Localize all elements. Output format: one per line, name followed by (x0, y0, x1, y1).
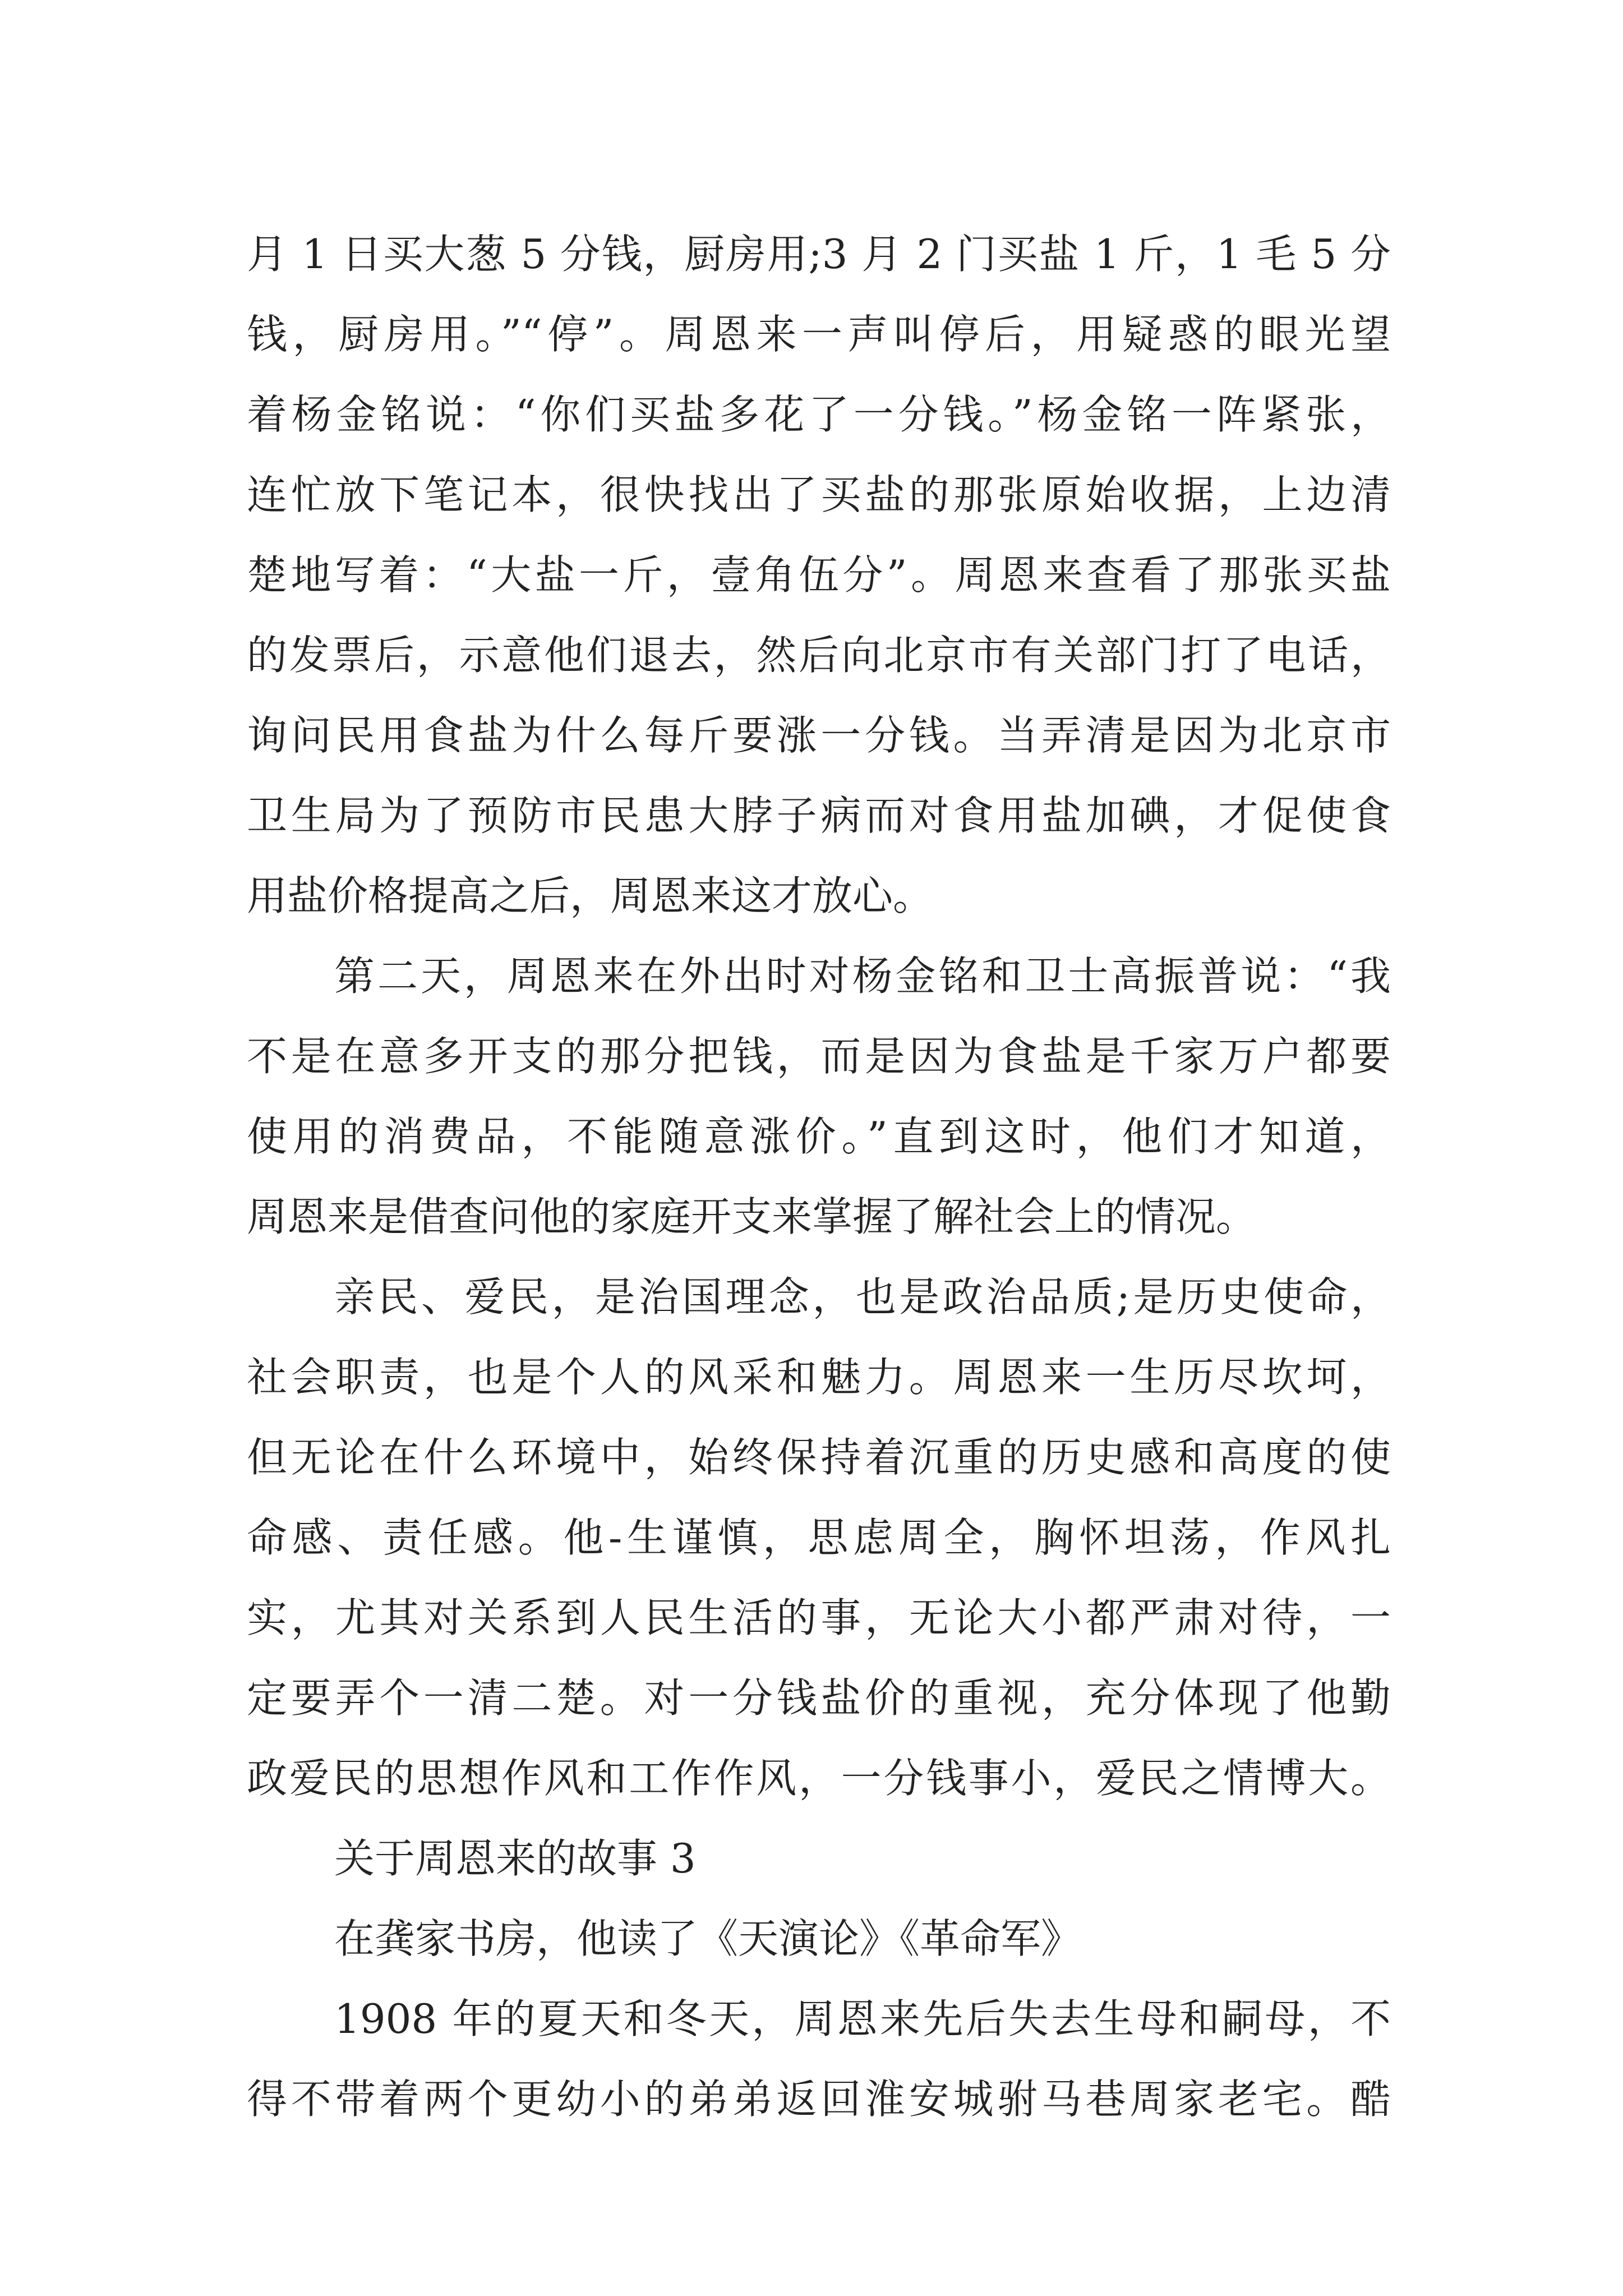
section-heading: 关于周恩来的故事 3 (334, 1835, 696, 1882)
text-line: 周恩来是借查问他的家庭开支来掌握了解社会上的情况。 (247, 1193, 1257, 1240)
text-line: 但无论在什么环境中，始终保持着沉重的历史感和高度的使 (247, 1434, 1391, 1481)
text-line: 第二天，周恩来在外出时对杨金铭和卫士高振普说：“我 (334, 953, 1391, 1000)
text-line: 用盐价格提高之后，周恩来这才放心。 (247, 872, 934, 919)
text-line: 得不带着两个更幼小的弟弟返回淮安城驸马巷周家老宅。酷 (247, 2076, 1391, 2123)
text-line: 使用的消费品，不能随意涨价。”直到这时，他们才知道， (247, 1113, 1391, 1160)
text-line: 命感、责任感。他-生谨慎，思虑周全，胸怀坦荡，作风扎 (247, 1514, 1391, 1561)
text-line: 连忙放下笔记本，很快找出了买盐的那张原始收据，上边清 (247, 471, 1391, 518)
text-line: 的发票后，示意他们退去，然后向北京市有关部门打了电话， (247, 632, 1391, 679)
text-line: 月 1 日买大葱 5 分钱，厨房用;3 月 2 门买盐 1 斤，1 毛 5 分 (247, 231, 1391, 278)
text-line: 定要弄个一清二楚。对一分钱盐价的重视，充分体现了他勤 (247, 1674, 1391, 1722)
subheading: 在龚家书房，他读了《天演论》《革命军》 (334, 1915, 1082, 1962)
text-line: 询问民用食盐为什么每斤要涨一分钱。当弄清是因为北京市 (247, 712, 1391, 759)
text-line: 楚地写着：“大盐一斤，壹角伍分”。周恩来查看了那张买盐 (247, 551, 1391, 599)
text-line: 着杨金铭说：“你们买盐多花了一分钱。”杨金铭一阵紧张， (247, 391, 1391, 438)
text-line: 不是在意多开支的那分把钱，而是因为食盐是千家万户都要 (247, 1033, 1391, 1080)
text-line: 卫生局为了预防市民患大脖子病而对食用盐加碘，才促使食 (247, 792, 1391, 839)
text-line: 亲民、爱民，是治国理念，也是政治品质;是历史使命， (334, 1273, 1391, 1320)
document-page (247, 214, 1391, 2139)
text-line: 1908 年的夏天和冬天，周恩来先后失去生母和嗣母，不 (334, 1995, 1391, 2042)
text-line: 实，尤其对关系到人民生活的事，无论大小都严肃对待，一 (247, 1594, 1391, 1641)
text-line: 钱，厨房用。”“停”。周恩来一声叫停后，用疑惑的眼光望 (247, 311, 1391, 358)
text-line: 社会职责，也是个人的风采和魅力。周恩来一生历尽坎坷， (247, 1354, 1391, 1401)
text-line: 政爱民的思想作风和工作作风，一分钱事小，爱民之情博大。 (247, 1755, 1391, 1802)
